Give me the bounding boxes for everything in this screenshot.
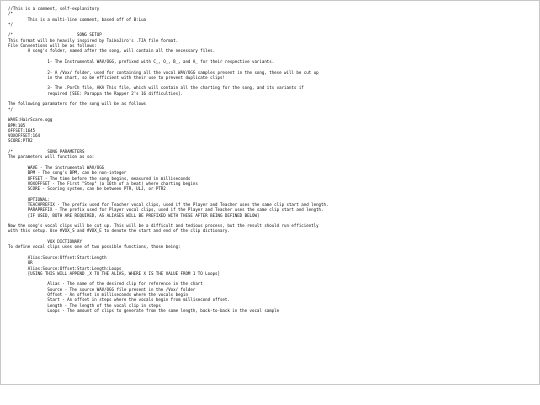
text-line: Start - An offset in steps where the vocals begin from millisecond offset. — [8, 297, 230, 303]
text-line: OFFSET:1645 — [8, 127, 36, 133]
text-line: PARAPREFIX - The prefix used for Player vocal clips, used if the Player and Teacher uses the same clip start and length. — [8, 207, 324, 213]
text-line: SCORE:PTR2 — [8, 138, 33, 144]
text-line: //This is a comment, self-explanitory — [8, 6, 100, 11]
text-line: The parameters will function as so: — [8, 154, 95, 160]
text-line: in the chart, so be efficient with their use to prevent duplicate clips! — [8, 74, 225, 80]
text-line: 3- The .PorCh file, AKA This file, which will contain all the charting for the song, and its variants if — [8, 85, 304, 91]
text-line: WAVE - The instrumental WAV/OGG — [8, 164, 105, 170]
text-line: The following paramaters for the song will be as follows — [8, 101, 147, 107]
text-line: */ — [8, 106, 13, 112]
text-line: OFFSET - The time before the song begins, measured in milliseconds — [8, 175, 191, 181]
text-line: Alias - The name of the desired clip for reference in the chart — [8, 281, 203, 287]
text-line: BPM:105 — [8, 122, 26, 128]
text-line: This format will be heavily inspired by TaikoJiro's .TJA file format. — [8, 37, 179, 43]
text-line: File Conventions will be as follows: — [8, 43, 97, 49]
text-line: A song's folder, named after the song, will contain all the necessary files. — [8, 48, 216, 54]
text-line: Length - The length of the vocal clip in steps — [8, 302, 161, 308]
text-line: with this setup. Use #VOX_S and #VOX_E to denote the start and end of the clip dictionary. — [8, 228, 230, 234]
document-text-area[interactable] — [8, 6, 535, 313]
text-line: 2- A /Vox/ folder, used for containing all the vocal WAV/OGG samples present in the song, these will be cut up — [8, 69, 319, 75]
text-line: Alias:Source:Offset:Start:Length — [8, 254, 107, 260]
text-line: required [SEE: Parappa the Rapper 2's 16 difficulties]. — [8, 90, 183, 96]
text-line: To define vocal clips uses one of two possible functions, those being: — [8, 244, 181, 250]
text-line: OPTIONAL: — [8, 196, 50, 202]
text-line: VOX DICTIONARY — [8, 239, 82, 245]
text-line: */ — [8, 21, 13, 27]
text-line: BPM - The song's BPM, can be non-integer — [8, 170, 127, 176]
text-line: [USING THIS WILL APPEND _X TO THE ALIAS, WHERE X IS THE VALUE FROM 1 TO Loops] — [8, 270, 220, 276]
text-line: This is a multi-line comment, based off of B:Lua — [8, 16, 147, 22]
text-line: 1- The Instrumental WAV/OGG, prefixed with C_, O_, B_, and A_ for their respective variants. — [8, 58, 275, 64]
text-line: [IF USED, BOTH ARE REQUIRED, AS ALIASES WILL BE PREFIXED WITH THESE AFTER BEING DEFINED BELOW] — [8, 212, 260, 218]
text-line: Alias:Source:Offset:Start:Length:Loops — [8, 265, 122, 271]
text-line: Now the song's vocal clips will be cut up. This will be a difficult and tedious process, but the result should run efficiently — [8, 223, 319, 229]
text-line: SCORE - Scoring system, can be between PTR, ULJ, or PTR2 — [8, 186, 166, 192]
text-line: /* SONG SETUP — [8, 32, 102, 38]
text-line: Offset - An offset in milliseconds where the vocals begin — [8, 292, 188, 298]
text-line: WAVE:HairScare.ogg — [8, 117, 53, 123]
text-line: Source - The source WAV/OGG file present in the /Vox/ folder — [8, 286, 196, 292]
text-line: OR — [8, 260, 33, 266]
text-line: /* — [8, 11, 13, 17]
text-line: /* SONG PARAMETERS — [8, 149, 85, 155]
text-line: TEACHPREFIX - The prefix used for Teacher vocal clips, used if the Player and Teacher uses the same clip start and length. — [8, 201, 329, 207]
text-line: VOXOFFSET:164 — [8, 133, 41, 139]
text-line: Loops - The amount of clips to generate from the same length, back-to-back in the vocal sample — [8, 307, 280, 313]
text-line: VOXOFFSET - The First "Step" (a 16th of a beat) where charting begins — [8, 180, 198, 186]
